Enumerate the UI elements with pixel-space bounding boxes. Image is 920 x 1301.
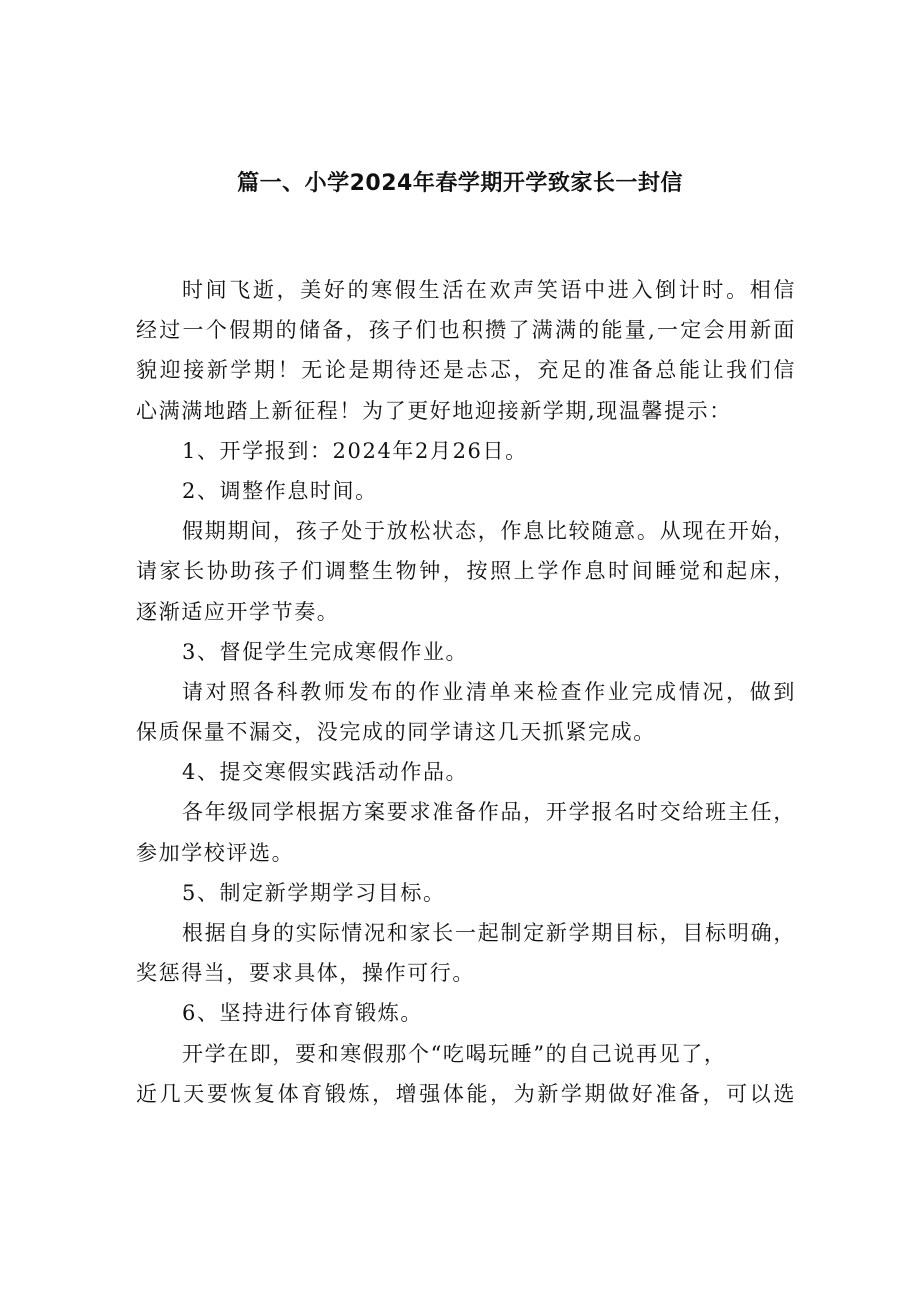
paragraph-line: 根据自身的实际情况和家长一起制定新学期目标，目标明确，	[182, 921, 796, 945]
list-item-heading: 6、坚持进行体育锻炼。	[182, 1001, 423, 1026]
paragraph-line: 开学在即，要和寒假那个“吃喝玩睡”的自己说再见了，	[182, 1041, 727, 1066]
paragraph-line: 保质保量不漏交，没完成的同学请这几天抓紧完成。	[136, 720, 656, 745]
paragraph-line: 请对照各科教师发布的作业清单来检查作业完成情况，做到	[182, 679, 796, 704]
document-title: 篇一、小学2024年春学期开学致家长一封信	[237, 171, 683, 196]
paragraph-line: 请家长协助孩子们调整生物钟，按照上学作息时间睡觉和起床，	[136, 559, 796, 584]
list-item-heading: 5、制定新学期学习目标。	[182, 880, 446, 905]
paragraph-line: 奖惩得当，要求具体，操作可行。	[136, 961, 475, 986]
list-item-heading: 1、开学报到：2024年2月26日。	[182, 438, 528, 463]
paragraph-line: 时间飞逝，美好的寒假生活在欢声笑语中进入倒计时。相信	[182, 278, 796, 302]
paragraph-line: 逐渐适应开学节奏。	[136, 599, 340, 624]
paragraph-line: 假期期间，孩子处于放松状态，作息比较随意。从现在开始，	[182, 519, 796, 544]
list-item-heading: 4、提交寒假实践活动作品。	[182, 760, 469, 785]
paragraph-line: 心满满地踏上新征程！为了更好地迎接新学期,现温馨提示：	[136, 398, 732, 423]
paragraph-line: 各年级同学根据方案要求准备作品，开学报名时交给班主任，	[182, 800, 796, 825]
list-item-heading: 2、调整作息时间。	[182, 478, 378, 503]
paragraph-line: 参加学校评选。	[136, 840, 295, 865]
document-body	[136, 270, 796, 1114]
paragraph-line: 貌迎接新学期！无论是期待还是忐忑，充足的准备总能让我们信	[136, 358, 796, 383]
list-item-heading: 3、督促学生完成寒假作业。	[182, 639, 469, 664]
paragraph-line: 近几天要恢复体育锻炼，增强体能，为新学期做好准备，可以选	[136, 1081, 796, 1106]
paragraph-line: 经过一个假期的储备，孩子们也积攒了满满的能量,一定会用新面	[136, 318, 796, 343]
